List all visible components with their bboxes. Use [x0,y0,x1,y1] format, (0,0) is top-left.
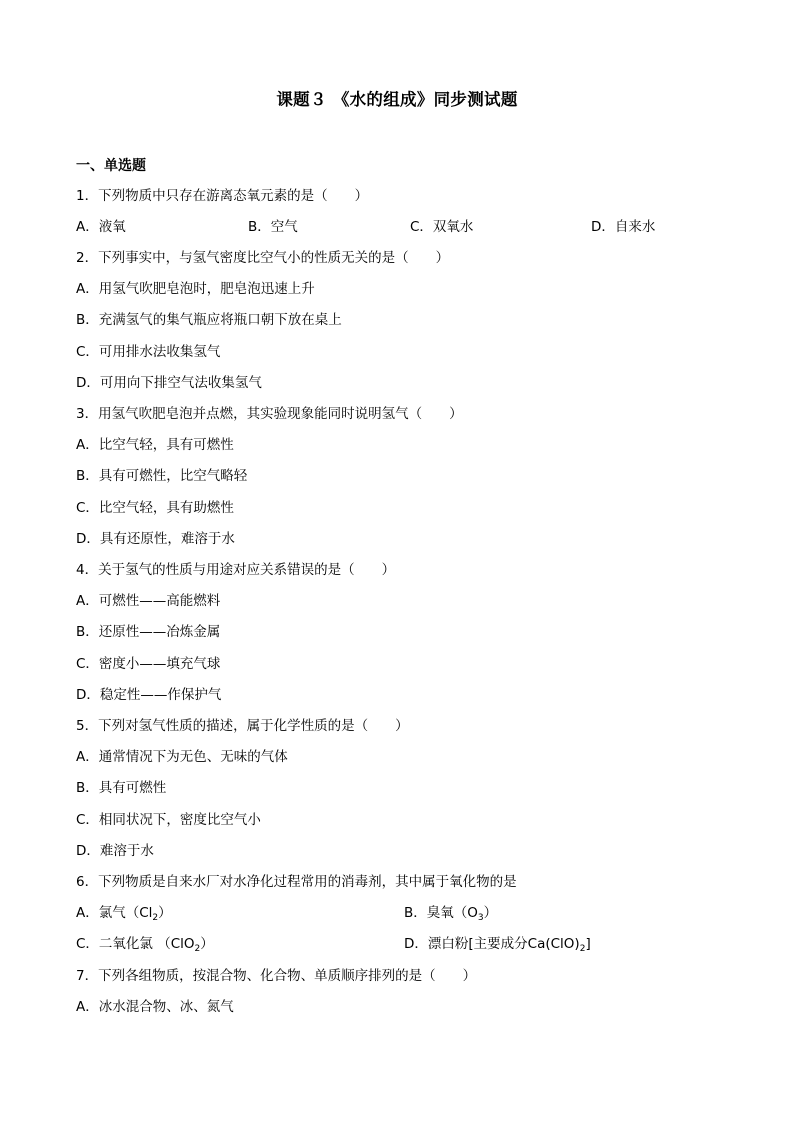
question-7-option-a: A．冰水混合物、冰、氮气 [76,999,234,1015]
question-6-stem: 6．下列物质是自来水厂对水净化过程常用的消毒剂，其中属于氧化物的是 [76,874,517,890]
question-3-option-b: B．具有可燃性，比空气略轻 [76,468,248,484]
question-1-stem: 1．下列物质中只存在游离态氧元素的是（ ） [76,188,369,204]
section-heading: 一、单选题 [76,158,146,174]
question-4-option-c: C．密度小——填充气球 [76,656,221,672]
question-4-option-b: B．还原性——冶炼金属 [76,624,221,640]
question-7-stem: 7．下列各组物质，按混合物、化合物、单质顺序排列的是（ ） [76,968,477,984]
question-6-option-d: D．漂白粉[主要成分$Ca(ClO)_2$] [404,936,591,954]
question-2-option-d: D．可用向下排空气法收集氢气 [76,375,262,391]
question-3-option-d: D．具有还原性，难溶于水 [76,531,235,547]
page-title: 课题３ 《水的组成》同步测试题 [276,90,518,109]
question-1-option-b: B．空气 [248,219,298,235]
question-3-stem: 3．用氢气吹肥皂泡并点燃，其实验现象能同时说明氢气（ ） [76,406,463,422]
question-4-option-d: D．稳定性——作保护气 [76,687,222,703]
question-1-option-a: A．液氧 [76,219,126,235]
question-3-option-c: C．比空气轻，具有助燃性 [76,500,234,516]
question-2-option-c: C．可用排水法收集氢气 [76,344,221,360]
question-6-option-c: C．二氧化氯 （ClO$_2$） [76,936,214,954]
question-3-option-a: A．比空气轻，具有可燃性 [76,437,234,453]
question-4-stem: 4．关于氢气的性质与用途对应关系错误的是（ ） [76,562,396,578]
question-1-option-d: D．自来水 [591,219,656,235]
question-5-option-d: D．难溶于水 [76,843,154,859]
question-4-option-a: A．可燃性——高能燃料 [76,593,221,609]
question-5-option-a: A．通常情况下为无色、无味的气体 [76,749,288,765]
question-1-option-c: C．双氧水 [410,219,474,235]
question-5-option-b: B．具有可燃性 [76,780,167,796]
question-5-option-c: C．相同状况下，密度比空气小 [76,812,261,828]
question-2-option-b: B．充满氢气的集气瓶应将瓶口朝下放在桌上 [76,312,342,328]
question-6-option-b: B．臭氧$(O_3)$ [404,905,498,923]
question-2-stem: 2．下列事实中，与氢气密度比空气小的性质无关的是（ ） [76,250,450,266]
question-6-option-a: A．氯气$(Cl_2)$ [76,905,172,923]
question-2-option-a: A．用氢气吹肥皂泡时，肥皂泡迅速上升 [76,281,315,297]
question-5-stem: 5．下列对氢气性质的描述，属于化学性质的是（ ） [76,718,409,734]
